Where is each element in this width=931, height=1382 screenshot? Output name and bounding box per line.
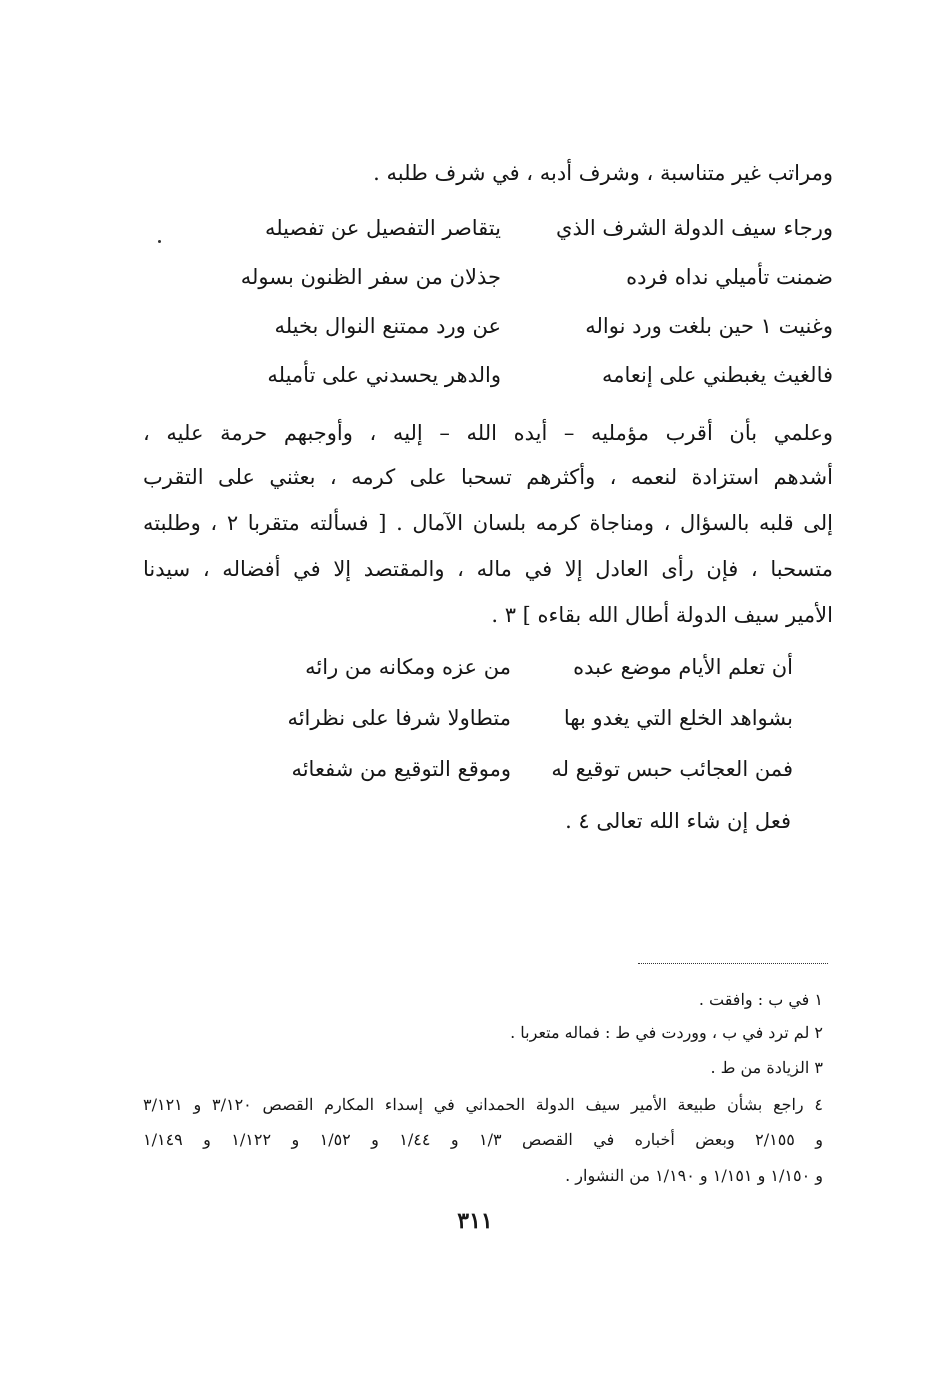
verse-hemistich-first: ورجاء سيف الدولة الشرف الذي: [556, 216, 833, 240]
closing-line: فعل إن شاء الله تعالى ٤ .: [565, 809, 791, 833]
text-line: الأمير سيف الدولة أطال الله بقاءه ] ٣ .: [491, 603, 833, 627]
footnote-item: ٢ لم ترد في ب ، ووردت في ط : فماله متعربا .: [510, 1023, 823, 1042]
verse-hemistich-second: عن ورد ممتنع النوال بخيله: [274, 314, 501, 338]
stray-mark: [158, 240, 161, 243]
verse-hemistich-second: جذلان من سفر الظنون بسوله: [240, 265, 501, 289]
footnote-item: ١ في ب : وافقت .: [698, 990, 823, 1009]
page-number: ٣١١: [457, 1208, 493, 1234]
text-line: إلى قلبه بالسؤال ، ومناجاة كرمه بلسان الآمال . [ فسألته متقربا ٢ ، وطلبته: [143, 511, 833, 535]
footnote-item: ٣ الزيادة من ط .: [710, 1058, 823, 1077]
verse-hemistich-first: فالغيث يغبطني على إنعامه: [601, 363, 833, 387]
text-line: وعلمي بأن أقرب مؤمليه – أيده الله – إليه ، وأوجبهم حرمة عليه ،: [143, 421, 833, 445]
verse-hemistich-first: فمن العجائب حبس توقيع له: [551, 757, 793, 781]
verse-hemistich-first: أن تعلم الأيام موضع عبده: [573, 655, 793, 679]
text-line: ومراتب غير متناسبة ، وشرف أدبه ، في شرف طلبه .: [373, 161, 833, 185]
verse-hemistich-second: من عزه ومكانه من رائه: [305, 655, 511, 679]
verse-hemistich-first: وغنيت ١ حين بلغت ورد نواله: [585, 314, 833, 338]
footnote-continuation: و ١/١٥٠ و ١/١٥١ و ١/١٩٠ من النشوار .: [565, 1166, 823, 1185]
verse-hemistich-second: يتقاصر التفصيل عن تفصيله: [264, 216, 501, 240]
footnote-separator: [638, 963, 828, 964]
verse-hemistich-second: والدهر يحسدني على تأميله: [267, 363, 501, 387]
text-line: أشدهم استزادة لنعمه ، وأكثرهم تسحبا على كرمه ، بعثني على التقرب: [143, 465, 833, 489]
footnote-item: ٤ راجع بشأن طبيعة الأمير سيف الدولة الحمداني في إسداء المكارم القصص ٣/١٢٠ و ٣/١٢١: [143, 1095, 823, 1114]
verse-hemistich-second: متطاولا شرفا على نظرائه: [287, 706, 511, 730]
text-line: متسحبا ، فإن رأى العادل إلا في ماله ، والمقتصد إلا في أفضاله ، سيدنا: [143, 557, 833, 581]
verse-hemistich-second: وموقع التوقيع من شفعائه: [291, 757, 511, 781]
footnote-continuation: و ٢/١٥٥ وبعض أخباره في القصص ١/٣ و ١/٤٤ و ١/٥٢ و ١/١٢٢ و ١/١٤٩: [143, 1130, 824, 1149]
verse-hemistich-first: ضمنت تأميلي نداه فرده: [626, 265, 833, 289]
verse-hemistich-first: بشواهد الخلع التي يغدو بها: [563, 706, 793, 730]
